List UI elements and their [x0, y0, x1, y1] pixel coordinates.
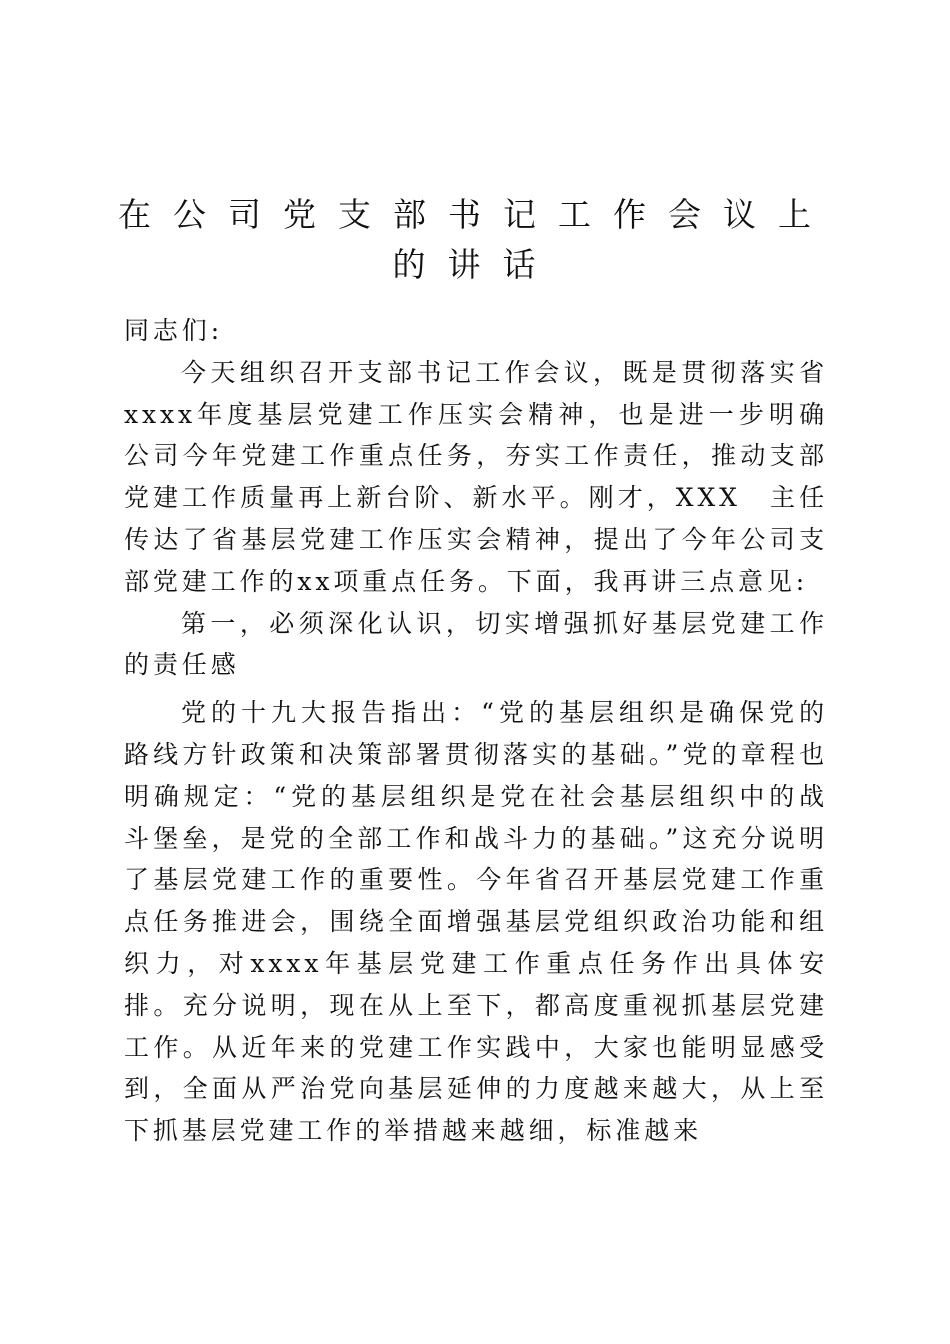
title-line-1: 在公司党支部书记工作会议上: [118, 195, 833, 235]
document-body: [124, 310, 828, 1152]
section-heading-first: 第一，必须深化认识，切实增强抓好基层党建工作的责任感: [124, 608, 828, 680]
title-line-2: 的讲话: [392, 245, 558, 285]
paragraph-body: 党的十九大报告指出：“党的基层组织是确保党的路线方针政策和决策部署贯彻落实的基础。”党的章程也明确规定：“党的基层组织是党在社会基层组织中的战斗堡垒，是党的全部工作和战斗力的基础。”这充分说明了基层党建工作的重要性。今年省召开基层党建工作重点任务推进会，围绕全面增强基层党组织政治功能和组织力，对xxxx年基层党建工作重点任务作出具体安排。充分说明，现在从上至下，都高度重视抓基层党建工作。从近年来的党建工作实践中，大家也能明显感受到，全面从严治党向基层延伸的力度越来越大，从上至下抓基层党建工作的举措越来越细，标准越来: [124, 698, 828, 1146]
salutation: 同志们:: [124, 316, 224, 345]
document-title: [118, 190, 832, 290]
paragraph-intro: 今天组织召开支部书记工作会议，既是贯彻落实省xxxx年度基层党建工作压实会精神，也是进一步明确公司今年党建工作重点任务，夯实工作责任，推动支部党建工作质量再上新台阶、新水平。刚才，XXX 主任传达了省基层党建工作压实会精神，提出了今年公司支部党建工作的xx项重点任务。下面，我再讲三点意见:: [124, 357, 828, 596]
